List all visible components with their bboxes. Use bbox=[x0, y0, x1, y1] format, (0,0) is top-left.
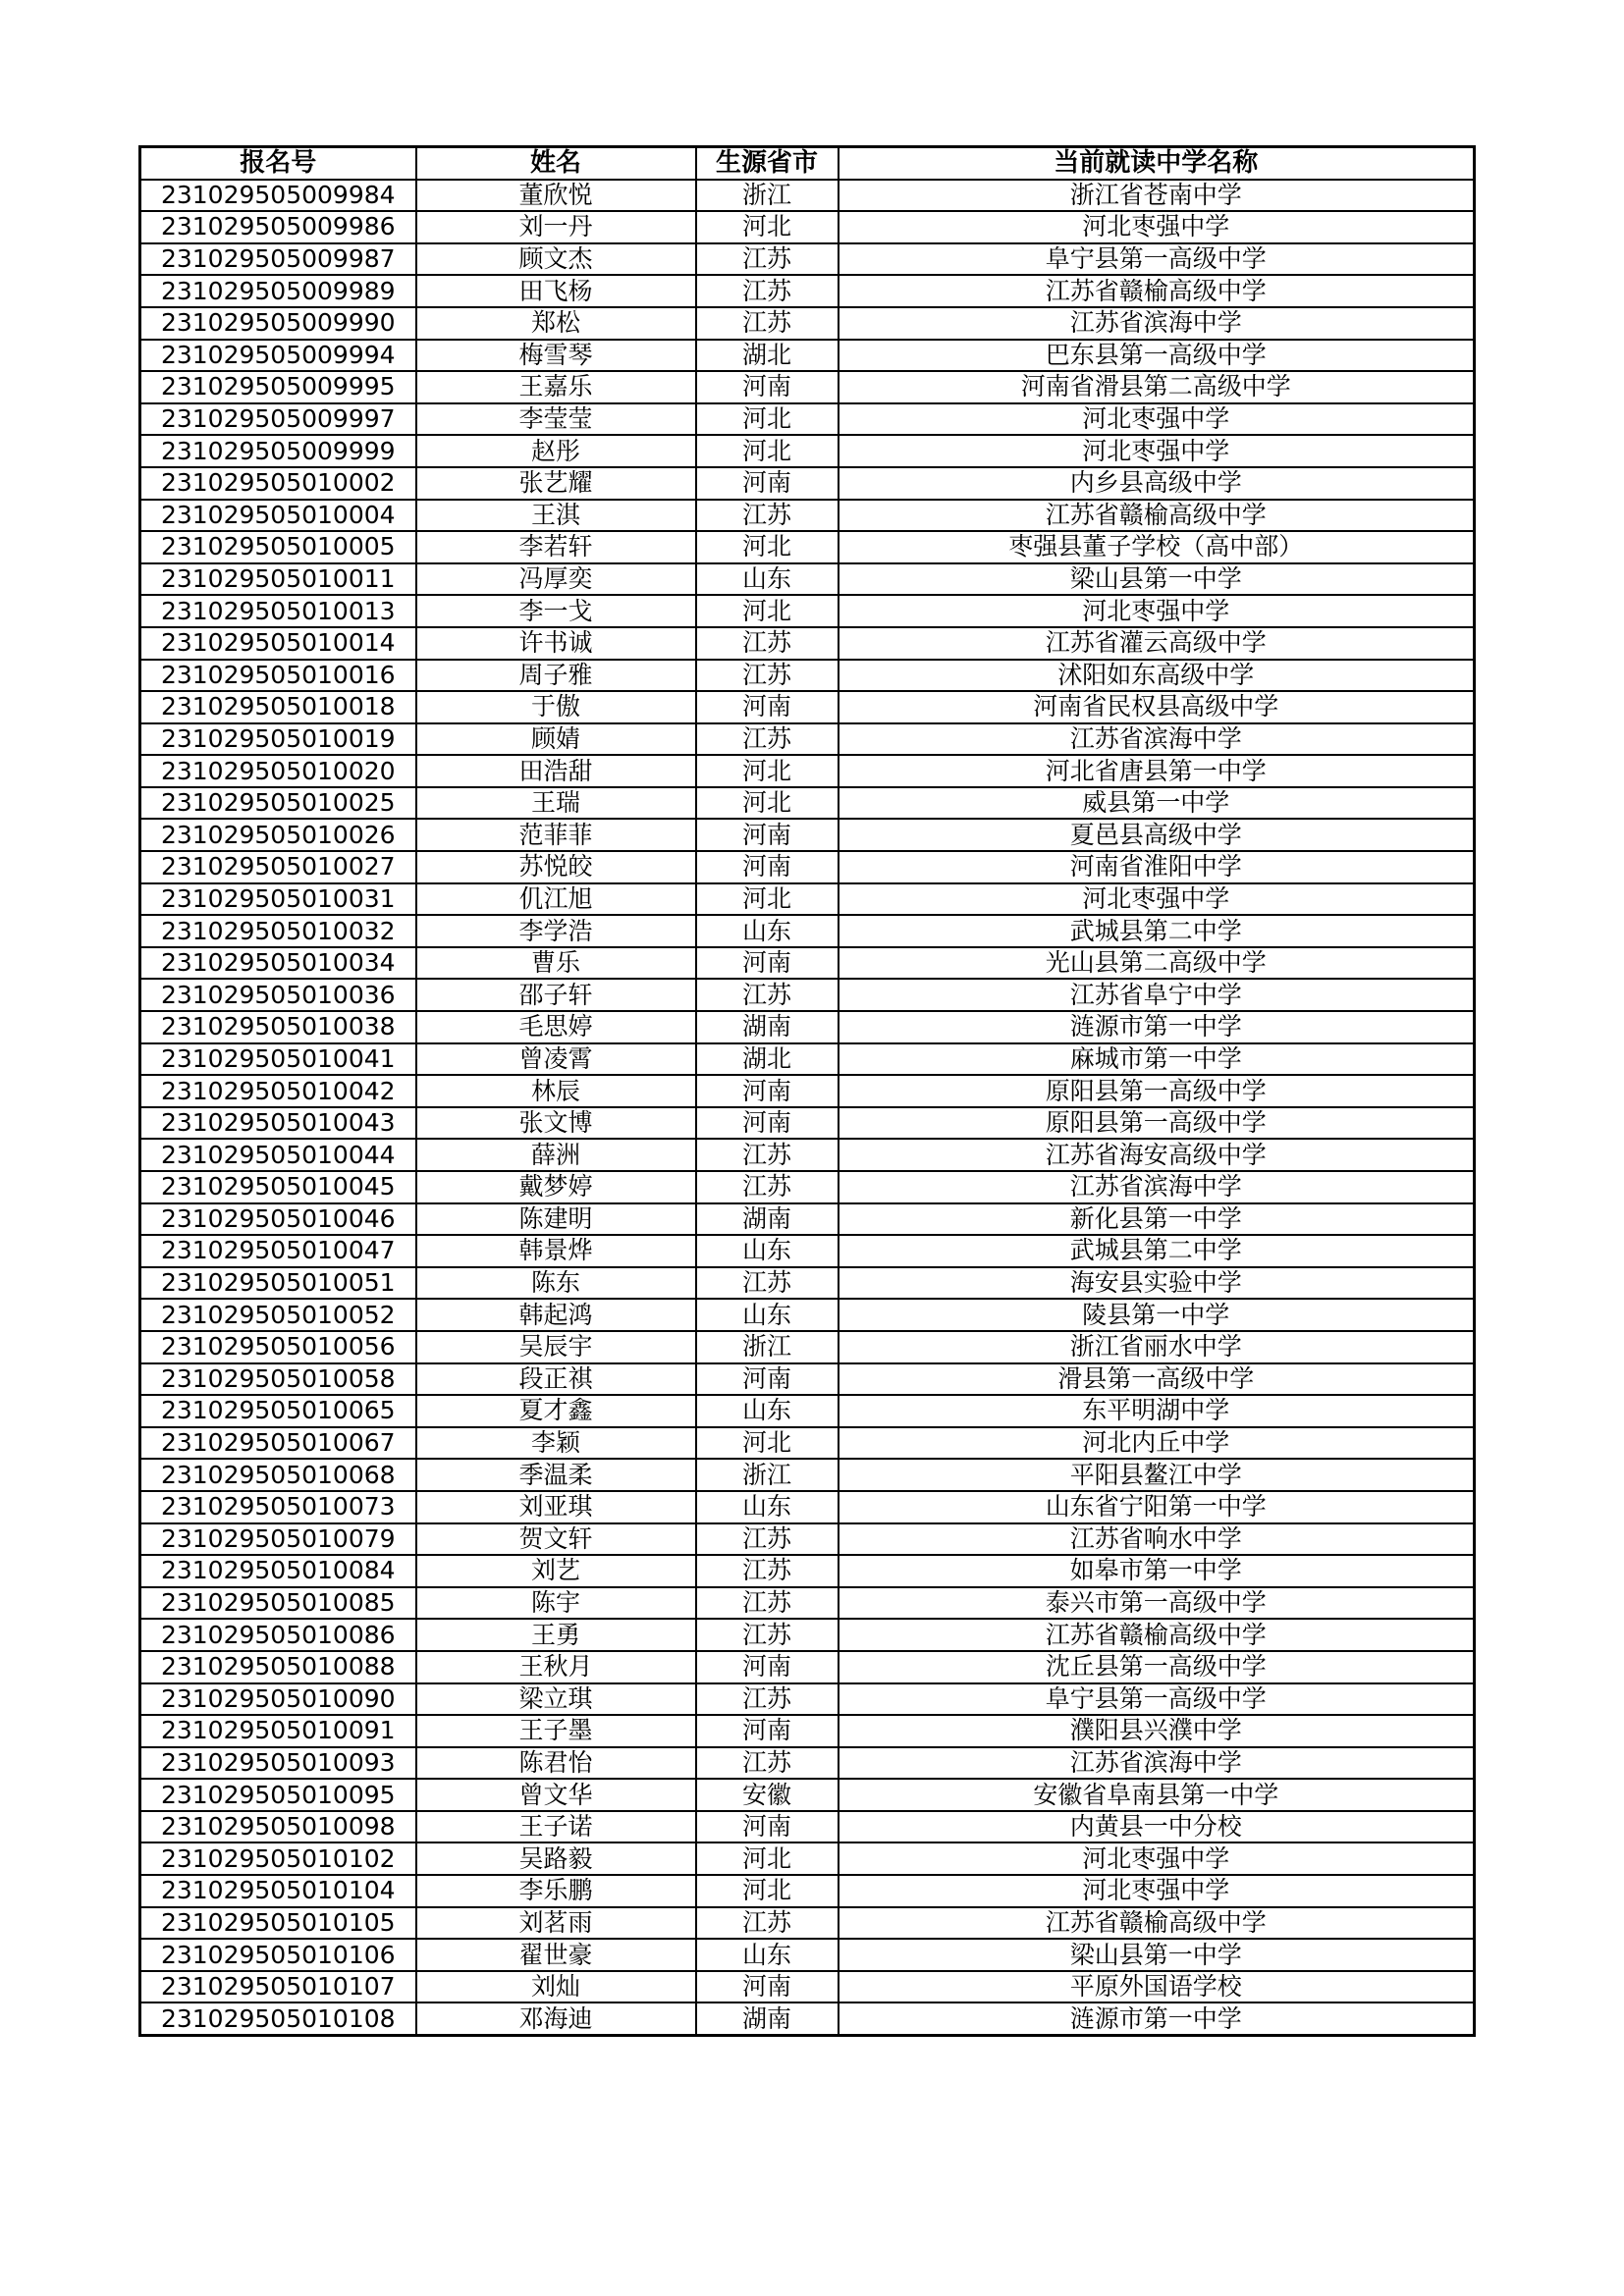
cell-school-name: 陵县第一中学 bbox=[839, 1299, 1475, 1331]
cell-province: 河南 bbox=[696, 1075, 839, 1107]
cell-school-name: 威县第一中学 bbox=[839, 787, 1475, 820]
cell-school-name: 河北枣强中学 bbox=[839, 1842, 1475, 1875]
cell-province: 河南 bbox=[696, 371, 839, 403]
cell-registration-number: 231029505010098 bbox=[140, 1811, 416, 1843]
cell-province: 江苏 bbox=[696, 1139, 839, 1171]
cell-province: 山东 bbox=[696, 563, 839, 596]
cell-student-name: 于傲 bbox=[416, 691, 696, 723]
table-row bbox=[140, 1683, 1475, 1716]
table-row bbox=[140, 660, 1475, 692]
cell-province: 湖南 bbox=[696, 2002, 839, 2035]
table-row bbox=[140, 1011, 1475, 1043]
cell-school-name: 阜宁县第一高级中学 bbox=[839, 1683, 1475, 1716]
table-row bbox=[140, 1075, 1475, 1107]
cell-province: 江苏 bbox=[696, 1747, 839, 1780]
table-row bbox=[140, 787, 1475, 820]
cell-school-name: 江苏省灌云高级中学 bbox=[839, 627, 1475, 660]
cell-student-name: 田飞杨 bbox=[416, 275, 696, 307]
cell-student-name: 苏悦皎 bbox=[416, 851, 696, 883]
cell-registration-number: 231029505010042 bbox=[140, 1075, 416, 1107]
header-registration-number: 报名号 bbox=[140, 147, 416, 180]
cell-school-name: 河北枣强中学 bbox=[839, 595, 1475, 627]
cell-province: 湖北 bbox=[696, 340, 839, 372]
cell-registration-number: 231029505010026 bbox=[140, 819, 416, 851]
cell-province: 江苏 bbox=[696, 1523, 839, 1556]
cell-province: 江苏 bbox=[696, 1587, 839, 1620]
cell-school-name: 巴东县第一高级中学 bbox=[839, 340, 1475, 372]
table-row bbox=[140, 1715, 1475, 1747]
cell-student-name: 刘艺 bbox=[416, 1555, 696, 1587]
cell-province: 江苏 bbox=[696, 627, 839, 660]
cell-student-name: 戴梦婷 bbox=[416, 1171, 696, 1203]
cell-student-name: 李学浩 bbox=[416, 915, 696, 947]
cell-province: 湖南 bbox=[696, 1011, 839, 1043]
cell-province: 河北 bbox=[696, 1842, 839, 1875]
cell-province: 江苏 bbox=[696, 307, 839, 340]
cell-student-name: 田浩甜 bbox=[416, 755, 696, 787]
cell-school-name: 梁山县第一中学 bbox=[839, 1939, 1475, 1971]
cell-student-name: 曾文华 bbox=[416, 1779, 696, 1811]
cell-registration-number: 231029505009995 bbox=[140, 371, 416, 403]
cell-registration-number: 231029505009990 bbox=[140, 307, 416, 340]
cell-school-name: 内乡县高级中学 bbox=[839, 467, 1475, 500]
table-row bbox=[140, 1811, 1475, 1843]
cell-school-name: 光山县第二高级中学 bbox=[839, 947, 1475, 980]
cell-registration-number: 231029505010004 bbox=[140, 500, 416, 532]
table-row bbox=[140, 915, 1475, 947]
cell-student-name: 林辰 bbox=[416, 1075, 696, 1107]
cell-province: 河北 bbox=[696, 211, 839, 243]
cell-province: 山东 bbox=[696, 1395, 839, 1427]
cell-school-name: 浙江省丽水中学 bbox=[839, 1331, 1475, 1363]
header-row bbox=[140, 147, 1475, 180]
cell-student-name: 陈君怡 bbox=[416, 1747, 696, 1780]
table-row bbox=[140, 211, 1475, 243]
cell-registration-number: 231029505010018 bbox=[140, 691, 416, 723]
cell-province: 河北 bbox=[696, 755, 839, 787]
cell-registration-number: 231029505010091 bbox=[140, 1715, 416, 1747]
cell-province: 江苏 bbox=[696, 275, 839, 307]
cell-registration-number: 231029505010084 bbox=[140, 1555, 416, 1587]
cell-student-name: 王子墨 bbox=[416, 1715, 696, 1747]
cell-school-name: 江苏省赣榆高级中学 bbox=[839, 275, 1475, 307]
cell-school-name: 如皋市第一中学 bbox=[839, 1555, 1475, 1587]
table-row bbox=[140, 1619, 1475, 1651]
table-row bbox=[140, 1043, 1475, 1076]
cell-province: 河北 bbox=[696, 595, 839, 627]
cell-school-name: 原阳县第一高级中学 bbox=[839, 1075, 1475, 1107]
cell-student-name: 贺文轩 bbox=[416, 1523, 696, 1556]
cell-registration-number: 231029505010027 bbox=[140, 851, 416, 883]
table-row bbox=[140, 1171, 1475, 1203]
cell-student-name: 刘亚琪 bbox=[416, 1491, 696, 1523]
cell-student-name: 李莹莹 bbox=[416, 403, 696, 436]
cell-province: 河南 bbox=[696, 1811, 839, 1843]
cell-student-name: 梅雪琴 bbox=[416, 340, 696, 372]
cell-registration-number: 231029505010095 bbox=[140, 1779, 416, 1811]
cell-province: 浙江 bbox=[696, 1331, 839, 1363]
table-row bbox=[140, 2002, 1475, 2035]
cell-student-name: 王勇 bbox=[416, 1619, 696, 1651]
table-row bbox=[140, 1555, 1475, 1587]
table-row bbox=[140, 1235, 1475, 1267]
cell-registration-number: 231029505009994 bbox=[140, 340, 416, 372]
cell-registration-number: 231029505010025 bbox=[140, 787, 416, 820]
header-school: 当前就读中学名称 bbox=[839, 147, 1475, 180]
cell-school-name: 江苏省赣榆高级中学 bbox=[839, 500, 1475, 532]
table-row bbox=[140, 1907, 1475, 1940]
cell-school-name: 梁山县第一中学 bbox=[839, 563, 1475, 596]
cell-province: 河南 bbox=[696, 1363, 839, 1396]
cell-school-name: 河北省唐县第一中学 bbox=[839, 755, 1475, 787]
cell-province: 安徽 bbox=[696, 1779, 839, 1811]
cell-province: 河南 bbox=[696, 467, 839, 500]
cell-registration-number: 231029505010043 bbox=[140, 1107, 416, 1140]
table-row bbox=[140, 627, 1475, 660]
cell-student-name: 吴路毅 bbox=[416, 1842, 696, 1875]
cell-student-name: 王嘉乐 bbox=[416, 371, 696, 403]
cell-school-name: 夏邑县高级中学 bbox=[839, 819, 1475, 851]
cell-registration-number: 231029505010032 bbox=[140, 915, 416, 947]
cell-student-name: 李颖 bbox=[416, 1427, 696, 1460]
cell-student-name: 梁立琪 bbox=[416, 1683, 696, 1716]
cell-province: 山东 bbox=[696, 1939, 839, 1971]
cell-school-name: 江苏省阜宁中学 bbox=[839, 979, 1475, 1011]
cell-registration-number: 231029505010013 bbox=[140, 595, 416, 627]
table-row bbox=[140, 1747, 1475, 1780]
table-row bbox=[140, 180, 1475, 212]
table-row bbox=[140, 1939, 1475, 1971]
cell-student-name: 王秋月 bbox=[416, 1651, 696, 1683]
cell-school-name: 江苏省赣榆高级中学 bbox=[839, 1619, 1475, 1651]
table-row bbox=[140, 1651, 1475, 1683]
cell-registration-number: 231029505009987 bbox=[140, 243, 416, 276]
cell-province: 江苏 bbox=[696, 723, 839, 756]
cell-student-name: 顾文杰 bbox=[416, 243, 696, 276]
cell-school-name: 江苏省响水中学 bbox=[839, 1523, 1475, 1556]
cell-registration-number: 231029505010073 bbox=[140, 1491, 416, 1523]
table-row bbox=[140, 1587, 1475, 1620]
cell-student-name: 刘茗雨 bbox=[416, 1907, 696, 1940]
table-row bbox=[140, 595, 1475, 627]
table-row bbox=[140, 1779, 1475, 1811]
cell-school-name: 浙江省苍南中学 bbox=[839, 180, 1475, 212]
cell-registration-number: 231029505010036 bbox=[140, 979, 416, 1011]
table-row bbox=[140, 531, 1475, 563]
cell-province: 河南 bbox=[696, 1107, 839, 1140]
cell-registration-number: 231029505010065 bbox=[140, 1395, 416, 1427]
cell-school-name: 枣强县董子学校（高中部） bbox=[839, 531, 1475, 563]
table-row bbox=[140, 755, 1475, 787]
cell-school-name: 河北内丘中学 bbox=[839, 1427, 1475, 1460]
cell-school-name: 河北枣强中学 bbox=[839, 435, 1475, 467]
table-row bbox=[140, 691, 1475, 723]
cell-registration-number: 231029505010019 bbox=[140, 723, 416, 756]
table-row bbox=[140, 819, 1475, 851]
cell-registration-number: 231029505010041 bbox=[140, 1043, 416, 1076]
cell-province: 江苏 bbox=[696, 979, 839, 1011]
cell-student-name: 李若轩 bbox=[416, 531, 696, 563]
cell-province: 河南 bbox=[696, 691, 839, 723]
cell-school-name: 河北枣强中学 bbox=[839, 1875, 1475, 1907]
table-row bbox=[140, 1363, 1475, 1396]
cell-registration-number: 231029505010051 bbox=[140, 1267, 416, 1300]
table-row bbox=[140, 500, 1475, 532]
cell-registration-number: 231029505010031 bbox=[140, 883, 416, 916]
cell-province: 江苏 bbox=[696, 1907, 839, 1940]
cell-registration-number: 231029505010038 bbox=[140, 1011, 416, 1043]
cell-student-name: 范菲菲 bbox=[416, 819, 696, 851]
cell-school-name: 新化县第一中学 bbox=[839, 1203, 1475, 1236]
cell-registration-number: 231029505009984 bbox=[140, 180, 416, 212]
cell-student-name: 王子诺 bbox=[416, 1811, 696, 1843]
cell-registration-number: 231029505010104 bbox=[140, 1875, 416, 1907]
cell-student-name: 张艺耀 bbox=[416, 467, 696, 500]
roster-body bbox=[140, 180, 1475, 2036]
cell-school-name: 涟源市第一中学 bbox=[839, 2002, 1475, 2035]
cell-registration-number: 231029505010107 bbox=[140, 1971, 416, 2003]
cell-school-name: 江苏省滨海中学 bbox=[839, 1171, 1475, 1203]
cell-student-name: 周子雅 bbox=[416, 660, 696, 692]
cell-registration-number: 231029505009997 bbox=[140, 403, 416, 436]
cell-student-name: 毛思婷 bbox=[416, 1011, 696, 1043]
cell-school-name: 濮阳县兴濮中学 bbox=[839, 1715, 1475, 1747]
cell-school-name: 武城县第二中学 bbox=[839, 915, 1475, 947]
cell-province: 山东 bbox=[696, 1235, 839, 1267]
table-row bbox=[140, 1459, 1475, 1491]
cell-province: 江苏 bbox=[696, 1619, 839, 1651]
table-row bbox=[140, 979, 1475, 1011]
table-row bbox=[140, 1491, 1475, 1523]
table-row bbox=[140, 467, 1475, 500]
cell-school-name: 江苏省滨海中学 bbox=[839, 723, 1475, 756]
table-row bbox=[140, 947, 1475, 980]
cell-province: 河南 bbox=[696, 819, 839, 851]
cell-registration-number: 231029505010044 bbox=[140, 1139, 416, 1171]
cell-school-name: 河北枣强中学 bbox=[839, 403, 1475, 436]
table-row bbox=[140, 1395, 1475, 1427]
cell-province: 浙江 bbox=[696, 1459, 839, 1491]
cell-student-name: 陈东 bbox=[416, 1267, 696, 1300]
cell-school-name: 内黄县一中分校 bbox=[839, 1811, 1475, 1843]
cell-school-name: 滑县第一高级中学 bbox=[839, 1363, 1475, 1396]
cell-registration-number: 231029505009999 bbox=[140, 435, 416, 467]
cell-province: 山东 bbox=[696, 1299, 839, 1331]
cell-school-name: 沭阳如东高级中学 bbox=[839, 660, 1475, 692]
cell-province: 江苏 bbox=[696, 1171, 839, 1203]
cell-student-name: 夏才鑫 bbox=[416, 1395, 696, 1427]
cell-province: 山东 bbox=[696, 915, 839, 947]
cell-school-name: 江苏省滨海中学 bbox=[839, 307, 1475, 340]
cell-registration-number: 231029505009989 bbox=[140, 275, 416, 307]
cell-school-name: 沈丘县第一高级中学 bbox=[839, 1651, 1475, 1683]
cell-province: 河北 bbox=[696, 1875, 839, 1907]
cell-school-name: 麻城市第一中学 bbox=[839, 1043, 1475, 1076]
cell-province: 河北 bbox=[696, 787, 839, 820]
cell-province: 河北 bbox=[696, 435, 839, 467]
cell-student-name: 段正祺 bbox=[416, 1363, 696, 1396]
cell-school-name: 河南省滑县第二高级中学 bbox=[839, 371, 1475, 403]
cell-student-name: 薛洲 bbox=[416, 1139, 696, 1171]
cell-registration-number: 231029505010047 bbox=[140, 1235, 416, 1267]
cell-registration-number: 231029505010014 bbox=[140, 627, 416, 660]
table-row bbox=[140, 1427, 1475, 1460]
cell-registration-number: 231029505009986 bbox=[140, 211, 416, 243]
cell-registration-number: 231029505010086 bbox=[140, 1619, 416, 1651]
cell-student-name: 冯厚奕 bbox=[416, 563, 696, 596]
cell-registration-number: 231029505010090 bbox=[140, 1683, 416, 1716]
cell-province: 江苏 bbox=[696, 660, 839, 692]
cell-province: 江苏 bbox=[696, 1267, 839, 1300]
cell-student-name: 李乐鹏 bbox=[416, 1875, 696, 1907]
cell-registration-number: 231029505010005 bbox=[140, 531, 416, 563]
cell-school-name: 东平明湖中学 bbox=[839, 1395, 1475, 1427]
table-row bbox=[140, 1299, 1475, 1331]
cell-registration-number: 231029505010068 bbox=[140, 1459, 416, 1491]
cell-province: 湖北 bbox=[696, 1043, 839, 1076]
cell-school-name: 江苏省赣榆高级中学 bbox=[839, 1907, 1475, 1940]
cell-student-name: 翟世豪 bbox=[416, 1939, 696, 1971]
cell-registration-number: 231029505010045 bbox=[140, 1171, 416, 1203]
roster-sheet bbox=[138, 145, 1473, 2037]
cell-school-name: 涟源市第一中学 bbox=[839, 1011, 1475, 1043]
student-roster-table bbox=[138, 145, 1476, 2037]
cell-student-name: 赵彤 bbox=[416, 435, 696, 467]
cell-registration-number: 231029505010056 bbox=[140, 1331, 416, 1363]
cell-registration-number: 231029505010002 bbox=[140, 467, 416, 500]
cell-school-name: 海安县实验中学 bbox=[839, 1267, 1475, 1300]
table-row bbox=[140, 1203, 1475, 1236]
cell-registration-number: 231029505010088 bbox=[140, 1651, 416, 1683]
table-row bbox=[140, 1267, 1475, 1300]
cell-school-name: 江苏省海安高级中学 bbox=[839, 1139, 1475, 1171]
cell-registration-number: 231029505010079 bbox=[140, 1523, 416, 1556]
table-row bbox=[140, 883, 1475, 916]
cell-registration-number: 231029505010020 bbox=[140, 755, 416, 787]
cell-province: 浙江 bbox=[696, 180, 839, 212]
cell-registration-number: 231029505010102 bbox=[140, 1842, 416, 1875]
cell-province: 江苏 bbox=[696, 1683, 839, 1716]
cell-student-name: 陈宇 bbox=[416, 1587, 696, 1620]
cell-student-name: 曾凌霄 bbox=[416, 1043, 696, 1076]
cell-student-name: 董欣悦 bbox=[416, 180, 696, 212]
table-row bbox=[140, 1331, 1475, 1363]
cell-student-name: 刘一丹 bbox=[416, 211, 696, 243]
cell-school-name: 河南省淮阳中学 bbox=[839, 851, 1475, 883]
table-row bbox=[140, 563, 1475, 596]
cell-registration-number: 231029505010106 bbox=[140, 1939, 416, 1971]
cell-student-name: 韩起鸿 bbox=[416, 1299, 696, 1331]
cell-registration-number: 231029505010108 bbox=[140, 2002, 416, 2035]
cell-province: 江苏 bbox=[696, 1555, 839, 1587]
table-row bbox=[140, 371, 1475, 403]
cell-school-name: 河北枣强中学 bbox=[839, 211, 1475, 243]
table-row bbox=[140, 851, 1475, 883]
cell-registration-number: 231029505010052 bbox=[140, 1299, 416, 1331]
cell-school-name: 安徽省阜南县第一中学 bbox=[839, 1779, 1475, 1811]
cell-province: 河北 bbox=[696, 1427, 839, 1460]
table-row bbox=[140, 403, 1475, 436]
table-row bbox=[140, 307, 1475, 340]
cell-registration-number: 231029505010085 bbox=[140, 1587, 416, 1620]
cell-province: 河南 bbox=[696, 851, 839, 883]
cell-province: 江苏 bbox=[696, 243, 839, 276]
cell-province: 江苏 bbox=[696, 500, 839, 532]
cell-registration-number: 231029505010034 bbox=[140, 947, 416, 980]
cell-province: 河北 bbox=[696, 403, 839, 436]
cell-student-name: 季温柔 bbox=[416, 1459, 696, 1491]
cell-province: 河北 bbox=[696, 883, 839, 916]
cell-student-name: 刘灿 bbox=[416, 1971, 696, 2003]
table-row bbox=[140, 1139, 1475, 1171]
cell-school-name: 山东省宁阳第一中学 bbox=[839, 1491, 1475, 1523]
cell-school-name: 河南省民权县高级中学 bbox=[839, 691, 1475, 723]
cell-province: 河南 bbox=[696, 947, 839, 980]
cell-registration-number: 231029505010016 bbox=[140, 660, 416, 692]
cell-registration-number: 231029505010067 bbox=[140, 1427, 416, 1460]
header-province: 生源省市 bbox=[696, 147, 839, 180]
cell-student-name: 陈建明 bbox=[416, 1203, 696, 1236]
table-row bbox=[140, 435, 1475, 467]
cell-province: 河南 bbox=[696, 1651, 839, 1683]
cell-student-name: 曹乐 bbox=[416, 947, 696, 980]
cell-province: 河南 bbox=[696, 1971, 839, 2003]
cell-school-name: 河北枣强中学 bbox=[839, 883, 1475, 916]
cell-registration-number: 231029505010093 bbox=[140, 1747, 416, 1780]
cell-registration-number: 231029505010046 bbox=[140, 1203, 416, 1236]
cell-school-name: 江苏省滨海中学 bbox=[839, 1747, 1475, 1780]
cell-student-name: 王瑞 bbox=[416, 787, 696, 820]
table-row bbox=[140, 1107, 1475, 1140]
cell-school-name: 阜宁县第一高级中学 bbox=[839, 243, 1475, 276]
cell-student-name: 王淇 bbox=[416, 500, 696, 532]
table-row bbox=[140, 340, 1475, 372]
table-row bbox=[140, 1523, 1475, 1556]
cell-student-name: 顾婧 bbox=[416, 723, 696, 756]
cell-student-name: 李一戈 bbox=[416, 595, 696, 627]
cell-province: 河北 bbox=[696, 531, 839, 563]
cell-school-name: 平阳县鳌江中学 bbox=[839, 1459, 1475, 1491]
cell-school-name: 泰兴市第一高级中学 bbox=[839, 1587, 1475, 1620]
table-row bbox=[140, 723, 1475, 756]
cell-registration-number: 231029505010058 bbox=[140, 1363, 416, 1396]
table-row bbox=[140, 1875, 1475, 1907]
cell-student-name: 韩景烨 bbox=[416, 1235, 696, 1267]
cell-registration-number: 231029505010105 bbox=[140, 1907, 416, 1940]
cell-student-name: 郑松 bbox=[416, 307, 696, 340]
cell-registration-number: 231029505010011 bbox=[140, 563, 416, 596]
cell-school-name: 平原外国语学校 bbox=[839, 1971, 1475, 2003]
cell-school-name: 原阳县第一高级中学 bbox=[839, 1107, 1475, 1140]
table-row bbox=[140, 275, 1475, 307]
header-name: 姓名 bbox=[416, 147, 696, 180]
cell-student-name: 邵子轩 bbox=[416, 979, 696, 1011]
cell-student-name: 张文博 bbox=[416, 1107, 696, 1140]
cell-student-name: 仉江旭 bbox=[416, 883, 696, 916]
table-row bbox=[140, 243, 1475, 276]
cell-school-name: 武城县第二中学 bbox=[839, 1235, 1475, 1267]
cell-province: 山东 bbox=[696, 1491, 839, 1523]
cell-student-name: 邓海迪 bbox=[416, 2002, 696, 2035]
cell-province: 湖南 bbox=[696, 1203, 839, 1236]
table-row bbox=[140, 1842, 1475, 1875]
table-row bbox=[140, 1971, 1475, 2003]
cell-student-name: 许书诚 bbox=[416, 627, 696, 660]
cell-student-name: 吴辰宇 bbox=[416, 1331, 696, 1363]
cell-province: 河南 bbox=[696, 1715, 839, 1747]
